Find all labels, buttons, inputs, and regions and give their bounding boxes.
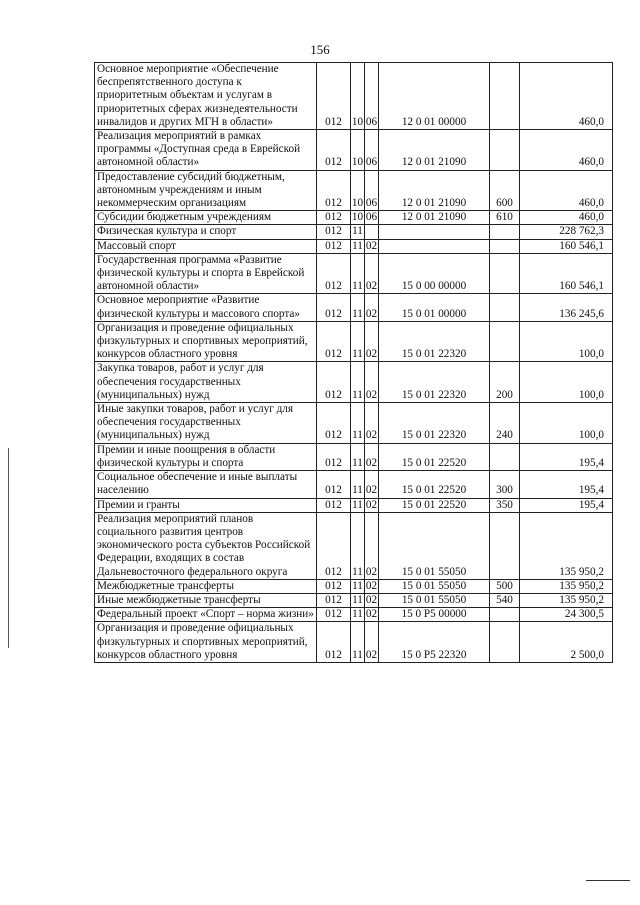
cell-grbs: 012 [317, 593, 351, 607]
cell-expense-type [490, 253, 520, 294]
table-row [95, 403, 613, 444]
cell-grbs: 012 [317, 579, 351, 593]
budget-table [94, 62, 613, 663]
cell-expense-type [490, 239, 520, 253]
cell-grbs: 012 [317, 403, 351, 444]
cell-target-code: 15 0 00 00000 [379, 253, 490, 294]
cell-name: Социальное обеспечение и иные выплаты населению [95, 471, 317, 498]
cell-amount: 228 762,3 [520, 225, 613, 239]
cell-section: 11 [351, 321, 365, 362]
table-row [95, 512, 613, 579]
table-row [95, 498, 613, 512]
cell-target-code [379, 225, 490, 239]
cell-subsection: 02 [365, 512, 379, 579]
cell-subsection: 06 [365, 63, 379, 130]
cell-target-code: 12 0 01 21090 [379, 211, 490, 225]
cell-amount: 136 245,6 [520, 294, 613, 321]
table-row [95, 253, 613, 294]
table-row [95, 294, 613, 321]
cell-name: Премии и иные поощрения в области физической культуры и спорта [95, 443, 317, 470]
cell-subsection: 06 [365, 170, 379, 211]
table-row [95, 593, 613, 607]
cell-subsection: 02 [365, 321, 379, 362]
cell-amount: 100,0 [520, 321, 613, 362]
table-row [95, 211, 613, 225]
cell-subsection: 02 [365, 471, 379, 498]
cell-section: 11 [352, 593, 363, 606]
table-row [95, 443, 613, 470]
cell-expense-type [490, 63, 520, 130]
cell-section: 11 [351, 443, 365, 470]
cell-section: 10 [351, 211, 364, 224]
cell-section: 11 [351, 512, 365, 579]
cell-grbs: 012 [317, 170, 351, 211]
cell-grbs: 012 [317, 130, 351, 171]
cell-amount: 160 546,1 [520, 253, 613, 294]
cell-expense-type [490, 512, 520, 579]
cell-target-code: 15 0 01 22320 [379, 403, 490, 444]
cell-expense-type [490, 608, 520, 622]
cell-section: 11 [351, 294, 365, 321]
cell-subsection: 02 [365, 239, 378, 252]
cell-section: 10 [351, 63, 365, 130]
cell-expense-type: 500 [490, 579, 520, 593]
cell-section: 11 [352, 608, 363, 621]
cell-target-code: 15 0 01 00000 [379, 294, 490, 321]
cell-expense-type: 350 [490, 498, 520, 512]
cell-amount: 195,4 [520, 471, 613, 498]
cell-target-code: 15 0 P5 22320 [379, 622, 490, 663]
cell-section: 11 [351, 622, 365, 663]
cell-subsection: 02 [365, 622, 379, 663]
cell-name: Массовый спорт [95, 239, 317, 253]
cell-expense-type [490, 622, 520, 663]
cell-expense-type [490, 294, 520, 321]
table-row [95, 239, 613, 253]
cell-grbs: 012 [317, 239, 351, 253]
table-row [95, 608, 613, 622]
cell-subsection [365, 225, 379, 239]
cell-expense-type: 540 [490, 593, 520, 607]
table-row [95, 170, 613, 211]
cell-expense-type: 200 [490, 362, 520, 403]
cell-subsection: 02 [365, 362, 379, 403]
cell-name: Реализация мероприятий планов социального развития центров экономического роста субъектов Российской Федерации, входящих в состав Дальневосточного федерального округа [95, 512, 317, 579]
cell-grbs: 012 [317, 225, 351, 239]
cell-grbs: 012 [317, 471, 351, 498]
cell-name: Федеральный проект «Спорт – норма жизни» [95, 608, 317, 622]
cell-subsection: 02 [365, 294, 379, 321]
cell-subsection: 02 [365, 608, 378, 621]
cell-section: 11 [351, 403, 365, 444]
cell-name: Организация и проведение официальных физкультурных и спортивных мероприятий, конкурсов областного уровня [95, 321, 317, 362]
cell-grbs: 012 [317, 608, 351, 622]
cell-amount: 100,0 [520, 362, 613, 403]
cell-target-code [379, 239, 490, 253]
cell-section: 11 [351, 362, 365, 403]
cell-subsection: 06 [365, 130, 379, 171]
cell-name: Иные межбюджетные трансферты [95, 593, 317, 607]
cell-grbs: 012 [317, 512, 351, 579]
cell-grbs: 012 [317, 321, 351, 362]
table-row [95, 63, 613, 130]
cell-expense-type: 240 [490, 403, 520, 444]
cell-amount: 460,0 [520, 130, 613, 171]
table-row [95, 579, 613, 593]
cell-section: 10 [351, 130, 365, 171]
cell-target-code: 12 0 01 21090 [379, 130, 490, 171]
cell-grbs: 012 [317, 211, 351, 225]
cell-section: 11 [352, 239, 363, 252]
cell-amount: 2 500,0 [520, 622, 613, 663]
cell-expense-type [490, 321, 520, 362]
cell-name: Основное мероприятие «Обеспечение беспрепятственного доступа к приоритетным объектам и услугам в приоритетных сферах жизнедеятельности инвалидов и других МГН в области» [95, 63, 317, 130]
cell-subsection: 02 [365, 403, 379, 444]
cell-amount: 135 950,2 [520, 512, 613, 579]
cell-grbs: 012 [317, 294, 351, 321]
table-row [95, 130, 613, 171]
cell-target-code: 12 0 01 00000 [379, 63, 490, 130]
cell-amount: 195,4 [520, 443, 613, 470]
cell-target-code: 12 0 01 21090 [379, 170, 490, 211]
cell-grbs: 012 [317, 443, 351, 470]
cell-subsection: 06 [365, 211, 378, 224]
cell-grbs: 012 [317, 63, 351, 130]
cell-amount: 460,0 [520, 63, 613, 130]
page-number: 156 [310, 42, 330, 57]
cell-subsection: 02 [365, 443, 379, 470]
cell-subsection: 02 [365, 593, 378, 606]
cell-subsection: 02 [365, 253, 379, 294]
cell-grbs: 012 [317, 253, 351, 294]
cell-name: Основное мероприятие «Развитие физической культуры и массового спорта» [95, 294, 317, 321]
table-row [95, 321, 613, 362]
cell-expense-type: 610 [490, 211, 520, 225]
cell-target-code: 15 0 01 55050 [379, 579, 490, 593]
cell-expense-type [490, 225, 520, 239]
table-row [95, 471, 613, 498]
table-row [95, 225, 613, 239]
cell-name: Межбюджетные трансферты [95, 579, 317, 593]
cell-target-code: 15 0 01 22520 [379, 443, 490, 470]
cell-expense-type [490, 130, 520, 171]
cell-section: 11 [351, 471, 365, 498]
cell-amount: 135 950,2 [520, 593, 613, 607]
cell-amount: 195,4 [520, 498, 613, 512]
cell-section: 11 [352, 498, 363, 511]
cell-name: Государственная программа «Развитие физической культуры и спорта в Еврейской автономной области» [95, 253, 317, 294]
cell-target-code: 15 0 01 55050 [379, 512, 490, 579]
cell-amount: 460,0 [520, 211, 613, 225]
cell-amount: 24 300,5 [520, 608, 613, 622]
cell-grbs: 012 [317, 622, 351, 663]
cell-section: 10 [351, 170, 365, 211]
cell-name: Предоставление субсидий бюджетным, автономным учреждениям и иным некоммерческим организациям [95, 170, 317, 211]
table-row [95, 362, 613, 403]
cell-target-code: 15 0 P5 00000 [379, 608, 490, 622]
cell-subsection: 02 [365, 579, 378, 592]
cell-subsection: 02 [365, 498, 378, 511]
cell-grbs: 012 [317, 498, 351, 512]
cell-name: Физическая культура и спорт [95, 225, 317, 239]
cell-target-code: 15 0 01 22320 [379, 362, 490, 403]
cell-grbs: 012 [317, 362, 351, 403]
cell-name: Организация и проведение официальных физкультурных и спортивных мероприятий, конкурсов областного уровня [95, 622, 317, 663]
cell-name: Иные закупки товаров, работ и услуг для обеспечения государственных (муниципальных) нужд [95, 403, 317, 444]
cell-target-code: 15 0 01 22520 [379, 471, 490, 498]
cell-name: Премии и гранты [95, 498, 317, 512]
cell-expense-type [490, 443, 520, 470]
cell-name: Реализация мероприятий в рамках программы «Доступная среда в Еврейской автономной области» [95, 130, 317, 171]
cell-amount: 460,0 [520, 170, 613, 211]
scan-edge-line [8, 448, 9, 648]
cell-amount: 135 950,2 [520, 579, 613, 593]
table-row [95, 622, 613, 663]
scan-edge-line [586, 880, 630, 881]
cell-expense-type: 600 [490, 170, 520, 211]
cell-target-code: 15 0 01 22320 [379, 321, 490, 362]
cell-name: Субсидии бюджетным учреждениям [95, 211, 317, 225]
cell-target-code: 15 0 01 22520 [379, 498, 490, 512]
cell-name: Закупка товаров, работ и услуг для обеспечения государственных (муниципальных) нужд [95, 362, 317, 403]
cell-amount: 160 546,1 [520, 239, 613, 253]
cell-section: 11 [352, 225, 363, 238]
cell-target-code: 15 0 01 55050 [379, 593, 490, 607]
cell-section: 11 [352, 579, 363, 592]
cell-amount: 100,0 [520, 403, 613, 444]
cell-section: 11 [351, 253, 365, 294]
cell-expense-type: 300 [490, 471, 520, 498]
